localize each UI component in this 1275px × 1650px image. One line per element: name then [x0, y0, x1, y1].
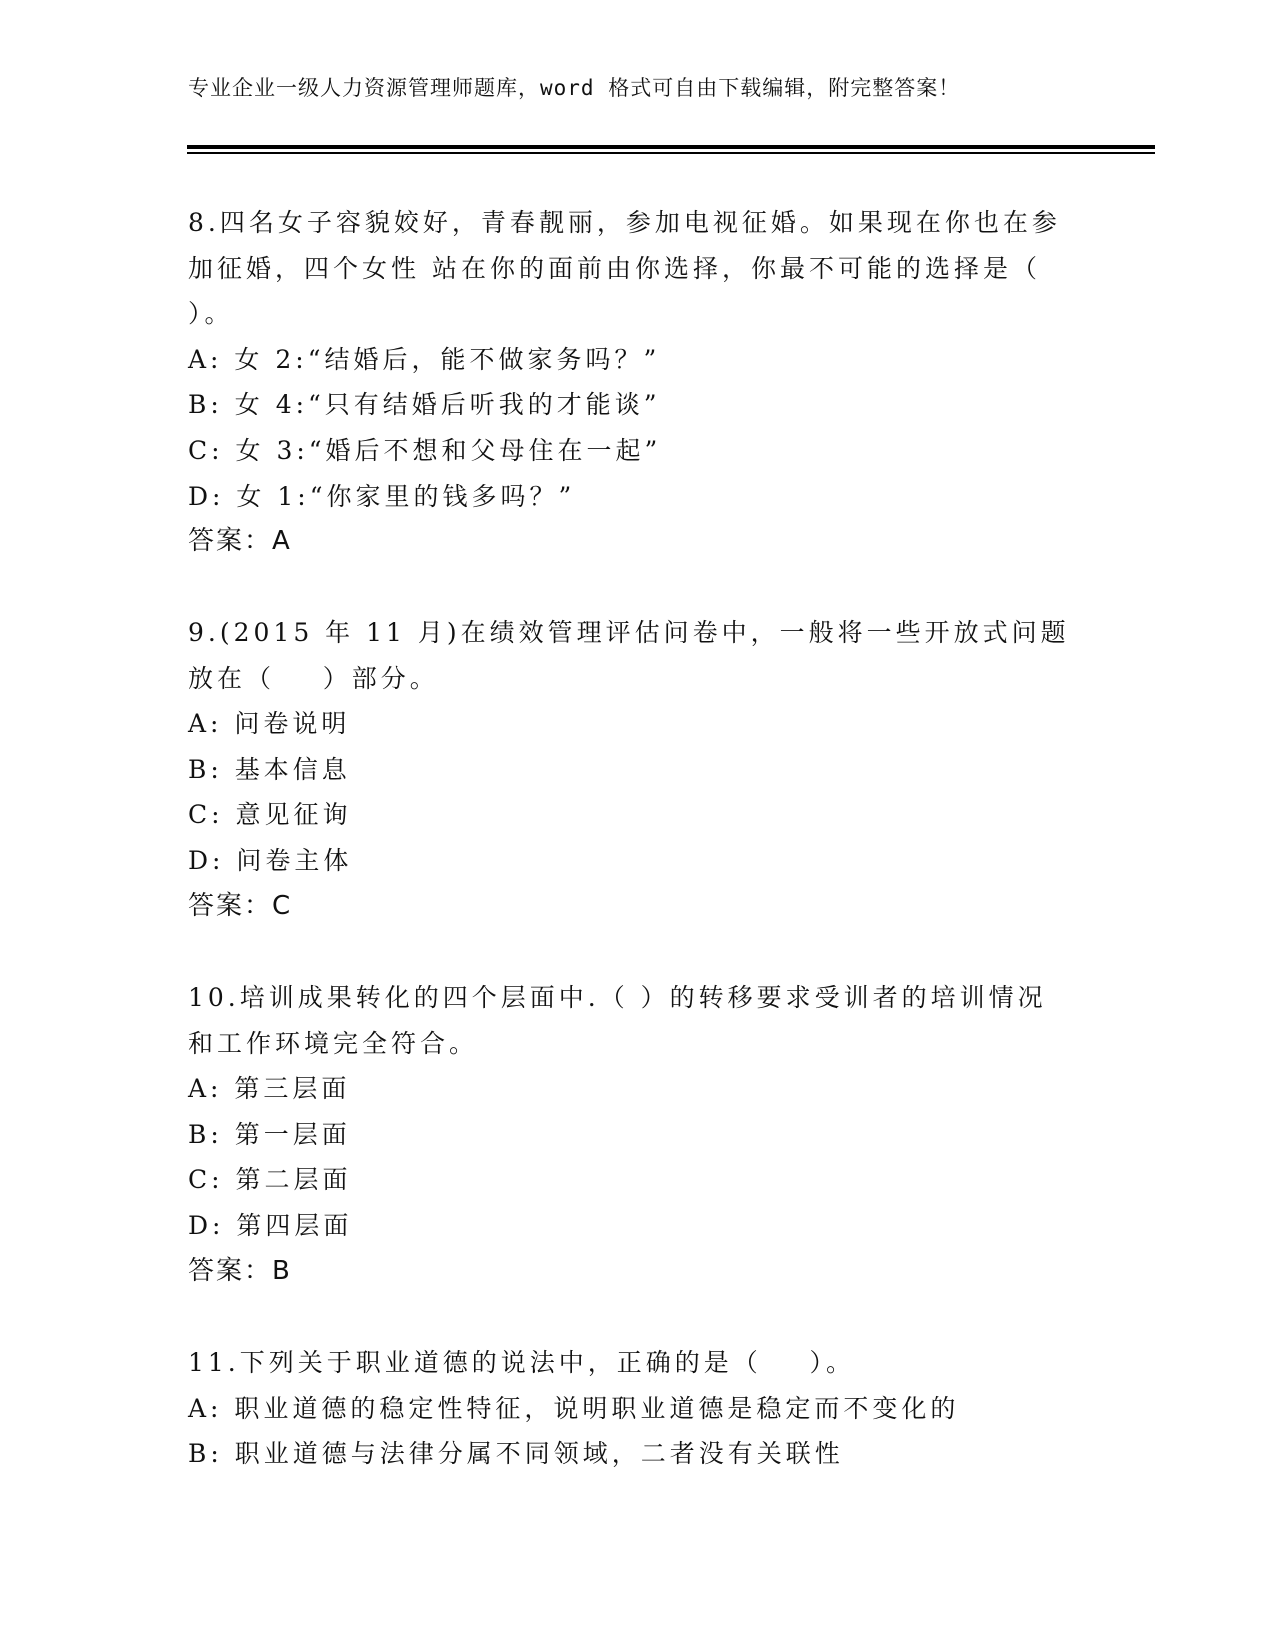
- option-c: C: 女 3:“婚后不想和父母住在一起”: [188, 435, 662, 465]
- header-divider-thin: [187, 152, 1155, 154]
- option-b: B: 女 4:“只有结婚后听我的才能谈”: [188, 390, 661, 420]
- question-10: [188, 975, 1068, 1294]
- option-b: B: 第一层面: [188, 1119, 351, 1149]
- question-stem: 11.下列关于职业道德的说法中，正确的是（ ）。: [188, 1348, 856, 1377]
- question-11: [188, 1340, 1068, 1477]
- question-stem: 9.(2015 年 11 月)在绩效管理评估问卷中，一般将一些开放式问题放在（ ）部分。: [188, 618, 1070, 693]
- option-d: D: 女 1:“你家里的钱多吗？”: [188, 481, 576, 511]
- page-header: 专业企业一级人力资源管理师题库，word 格式可自由下载编辑，附完整答案！: [188, 76, 961, 100]
- question-8: [188, 200, 1068, 565]
- header-divider-thick: [187, 145, 1155, 149]
- option-a: A: 第三层面: [188, 1074, 351, 1104]
- question-stem: 8.四名女子容貌姣好，青春靓丽，参加电视征婚。如果现在你也在参加征婚，四个女性 站在你的面前由你选择，你最不可能的选择是（ ）。: [188, 208, 1061, 329]
- option-c: C: 第二层面: [188, 1165, 352, 1195]
- question-stem: 10.培训成果转化的四个层面中.（ ）的转移要求受训者的培训情况和工作环境完全符合。: [188, 983, 1047, 1058]
- answer: 答案：A: [188, 526, 292, 557]
- option-d: D: 问卷主体: [188, 845, 353, 875]
- option-b: B: 基本信息: [188, 754, 351, 784]
- answer: 答案：B: [188, 1255, 292, 1286]
- question-9: [188, 610, 1088, 929]
- option-d: D: 第四层面: [188, 1210, 353, 1240]
- option-a: A: 女 2:“结婚后，能不做家务吗？”: [188, 344, 661, 374]
- option-c: C: 意见征询: [188, 800, 352, 830]
- option-b: B: 职业道德与法律分属不同领域，二者没有关联性: [188, 1439, 844, 1469]
- answer: 答案：C: [188, 890, 293, 921]
- option-a: A: 职业道德的稳定性特征，说明职业道德是稳定而不变化的: [188, 1393, 960, 1423]
- option-a: A: 问卷说明: [188, 709, 351, 739]
